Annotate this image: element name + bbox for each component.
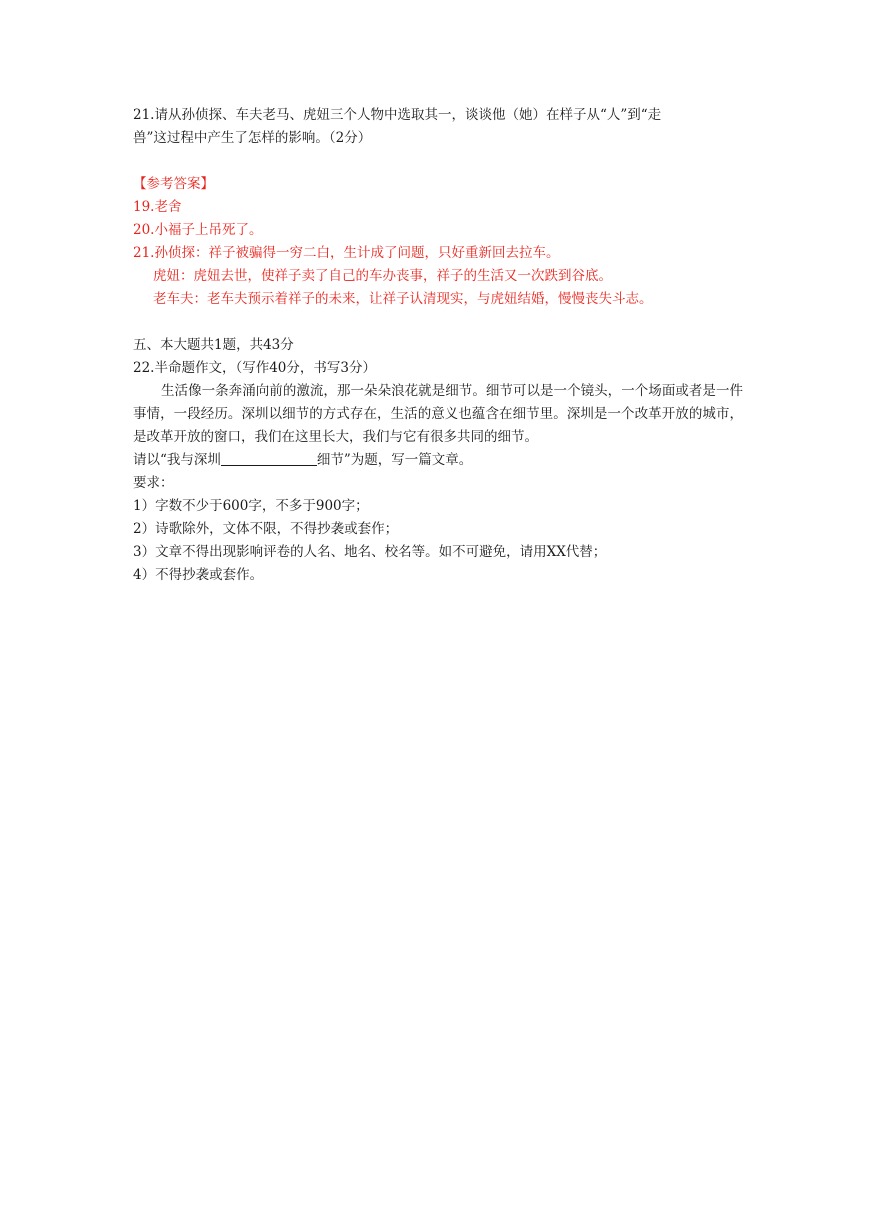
spacer [133, 311, 743, 334]
requirement-4: 4）不得抄袭或套作。 [133, 567, 264, 583]
essay-prompt-paragraph: 生活像一条奔涌向前的激流，那一朵朵浪花就是细节。细节可以是一个镜头，一个场面或者是一件事情，一段经历。深圳以细节的方式存在，生活的意义也蕴含在细节里。深圳是一个改革开放的城市，是改革开放的窗口，我们在这里长大，我们与它有很多共同的细节。 [133, 383, 743, 445]
requirement-3: 3）文章不得出现影响评卷的人名、地名、校名等。如不可避免，请用XX代替； [133, 544, 607, 560]
fill-blank [221, 451, 317, 466]
answer-21-sun: 21.孙侦探：祥子被骗得一穷二白，生计成了问题，只好重新回去拉车。 [133, 245, 560, 261]
essay-title-prompt [133, 449, 743, 472]
requirements-heading: 要求： [133, 475, 174, 491]
answer-21-laochefu: 老车夫：老车夫预示着祥子的未来，让祥子认清现实，与虎妞结婚，慢慢丧失斗志。 [153, 291, 653, 307]
answer-19: 19.老舍 [133, 199, 182, 215]
spacer [133, 150, 743, 173]
question-21-line-2: 兽”这过程中产生了怎样的影响。（2分） [133, 130, 372, 146]
requirement-1: 1）字数不少于600字，不多于900字； [133, 498, 369, 514]
question-22: 22.半命题作文，（写作40分，书写3分） [133, 360, 376, 376]
document-page [133, 104, 743, 587]
essay-title-after: 细节”为题，写一篇文章。 [316, 452, 473, 468]
answer-21-huniu: 虎妞：虎妞去世，使祥子卖了自己的车办丧事，祥子的生活又一次跌到谷底。 [153, 268, 612, 284]
essay-title-before: 请以“我与深圳 [133, 452, 221, 468]
section-5-title: 五、本大题共1题，共43分 [133, 337, 294, 353]
requirement-2: 2）诗歌除外，文体不限，不得抄袭或套作； [133, 521, 399, 537]
question-21-line-1: 21.请从孙侦探、车夫老马、虎妞三个人物中选取其一，谈谈他（她）在样子从“人”到“走 [133, 107, 662, 123]
answer-heading: 【参考答案】 [133, 176, 214, 192]
answer-20: 20.小福子上吊死了。 [133, 222, 263, 238]
